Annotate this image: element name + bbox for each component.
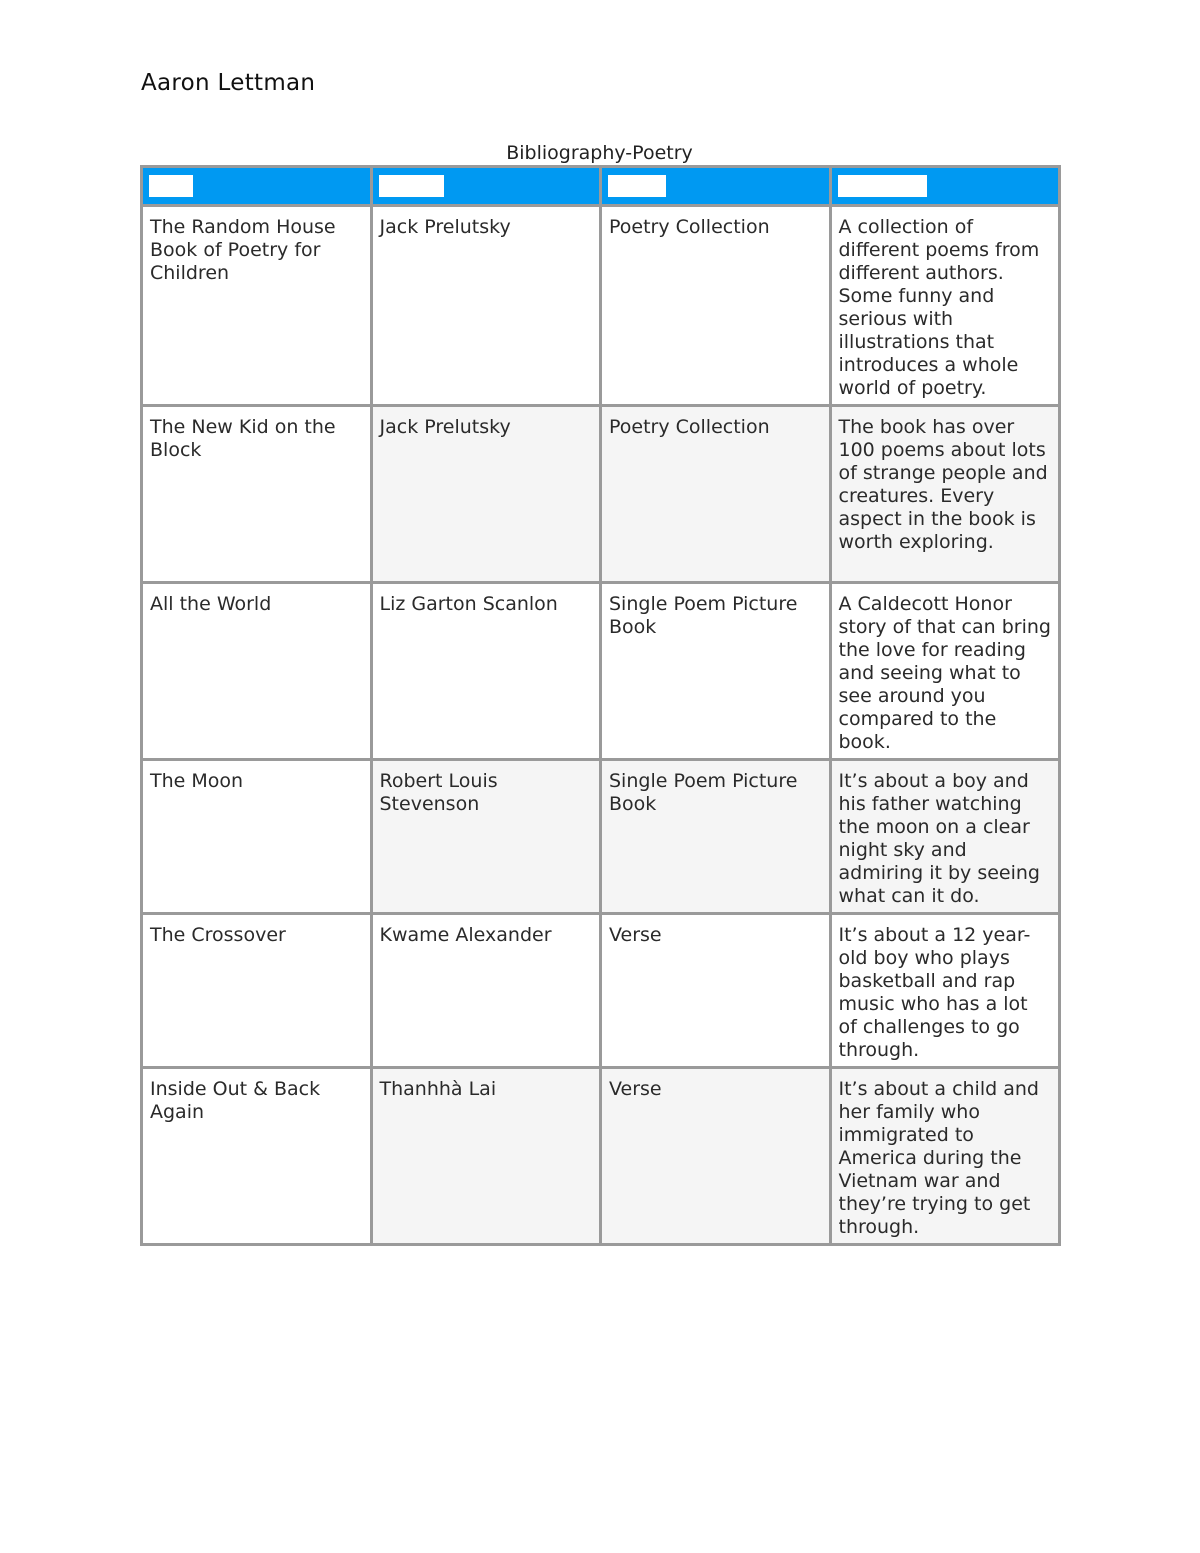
document-title: Bibliography-Poetry — [506, 142, 693, 164]
cell-author: Liz Garton Scanlon — [371, 583, 601, 760]
cell-title: Inside Out & Back Again — [142, 1068, 372, 1245]
table-row — [142, 406, 1060, 583]
cell-summary: The book has over 100 poems about lots of strange people and creatures. Every aspect in the book is worth exploring. — [830, 406, 1060, 583]
cell-title: The Random House Book of Poetry for Children — [142, 206, 372, 406]
header-cell-genre — [601, 167, 831, 206]
cell-genre: Poetry Collection — [601, 406, 831, 583]
header-cell-summary — [830, 167, 1060, 206]
header-label: Summary — [839, 176, 925, 195]
table-row — [142, 914, 1060, 1068]
table-header-row — [142, 167, 1060, 206]
cell-title: The New Kid on the Block — [142, 406, 372, 583]
header-cell-author — [371, 167, 601, 206]
author-name: Aaron Lettman — [141, 70, 316, 96]
table-row — [142, 760, 1060, 914]
table-row — [142, 583, 1060, 760]
header-label: Genre — [610, 176, 665, 195]
cell-summary: A collection of different poems from different authors. Some funny and serious with illustrations that introduces a whole world of poetry. — [830, 206, 1060, 406]
cell-title: The Crossover — [142, 914, 372, 1068]
cell-author: Jack Prelutsky — [371, 206, 601, 406]
cell-title: All the World — [142, 583, 372, 760]
cell-genre: Single Poem Picture Book — [601, 760, 831, 914]
cell-summary: It’s about a child and her family who immigrated to America during the Vietnam war and they’re trying to get through. — [830, 1068, 1060, 1245]
header-label: Author — [380, 176, 443, 195]
cell-author: Jack Prelutsky — [371, 406, 601, 583]
cell-author: Robert Louis Stevenson — [371, 760, 601, 914]
cell-genre: Verse — [601, 914, 831, 1068]
header-label: Title — [151, 176, 192, 195]
cell-author: Thanhhà Lai — [371, 1068, 601, 1245]
cell-summary: It’s about a 12 year-old boy who plays basketball and rap music who has a lot of challenges to go through. — [830, 914, 1060, 1068]
cell-title: The Moon — [142, 760, 372, 914]
bibliography-table — [140, 165, 1061, 1246]
table-row — [142, 206, 1060, 406]
cell-genre: Poetry Collection — [601, 206, 831, 406]
header-cell-title — [142, 167, 372, 206]
cell-summary: It’s about a boy and his father watching the moon on a clear night sky and admiring it by seeing what can it do. — [830, 760, 1060, 914]
cell-genre: Verse — [601, 1068, 831, 1245]
table-row — [142, 1068, 1060, 1245]
cell-summary: A Caldecott Honor story of that can bring the love for reading and seeing what to see around you compared to the book. — [830, 583, 1060, 760]
cell-genre: Single Poem Picture Book — [601, 583, 831, 760]
cell-author: Kwame Alexander — [371, 914, 601, 1068]
